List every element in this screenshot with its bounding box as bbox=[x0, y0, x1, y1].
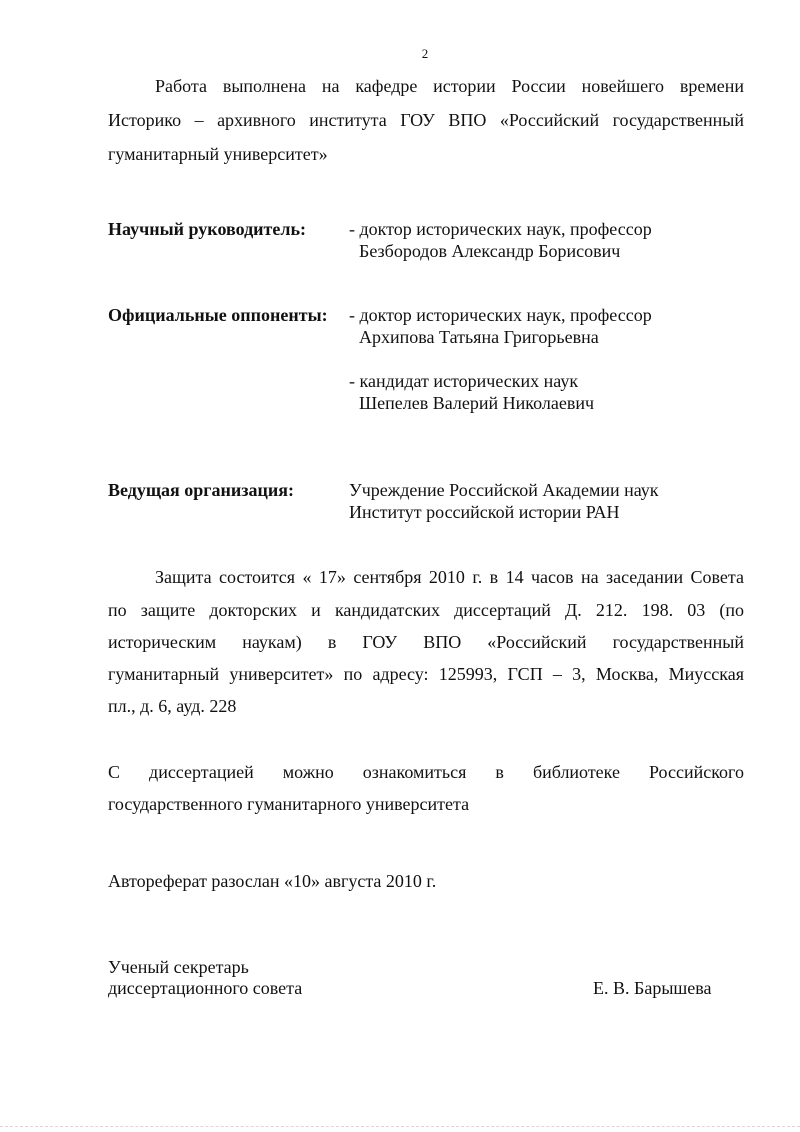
secretary-title-line-1: Ученый секретарь bbox=[108, 957, 249, 977]
intro-line-1: Работа выполнена на кафедре истории России новейшего времени bbox=[155, 76, 744, 96]
page-number: 2 bbox=[421, 46, 429, 61]
library-line-2: государственного гуманитарного университета bbox=[108, 794, 470, 814]
opponent-2-name: Шепелев Валерий Николаевич bbox=[359, 393, 595, 413]
supervisor-name: Безбородов Александр Борисович bbox=[359, 241, 621, 261]
opponent-1-degree: - доктор исторических наук, профессор bbox=[349, 305, 652, 325]
intro-line-3: гуманитарный университет» bbox=[108, 144, 328, 164]
opponent-2-degree: - кандидат исторических наук bbox=[349, 371, 579, 391]
opponent-1-name: Архипова Татьяна Григорьевна bbox=[359, 327, 599, 347]
secretary-name: Е. В. Барышева bbox=[593, 978, 712, 998]
bottom-scan-line bbox=[0, 1126, 800, 1127]
opponents-label: Официальные оппоненты: bbox=[108, 305, 328, 325]
defense-line-1: Защита состоится « 17» сентября 2010 г. в 14 часов на заседании Совета bbox=[155, 567, 744, 587]
mailing-date: Автореферат разослан «10» августа 2010 г. bbox=[108, 871, 437, 891]
supervisor-degree: - доктор исторических наук, профессор bbox=[349, 219, 652, 239]
leading-organization-line-2: Институт российской истории РАН bbox=[349, 502, 620, 522]
intro-line-2: Историко – архивного института ГОУ ВПО «Российский государственный bbox=[108, 110, 744, 130]
supervisor-label: Научный руководитель: bbox=[108, 219, 306, 239]
leading-organization-line-1: Учреждение Российской Академии наук bbox=[349, 480, 659, 500]
defense-line-2: по защите докторских и кандидатских диссертаций Д. 212. 198. 03 (по bbox=[108, 600, 744, 620]
secretary-title-line-2: диссертационного совета bbox=[108, 978, 303, 998]
library-line-1: С диссертацией можно ознакомиться в библиотеке Российского bbox=[108, 762, 744, 782]
leading-organization-label: Ведущая организация: bbox=[108, 480, 294, 500]
defense-line-4: гуманитарный университет» по адресу: 125993, ГСП – 3, Москва, Миусская bbox=[108, 664, 744, 684]
defense-line-5: пл., д. 6, ауд. 228 bbox=[108, 696, 237, 716]
defense-line-3: историческим наукам) в ГОУ ВПО «Российский государственный bbox=[108, 632, 744, 652]
